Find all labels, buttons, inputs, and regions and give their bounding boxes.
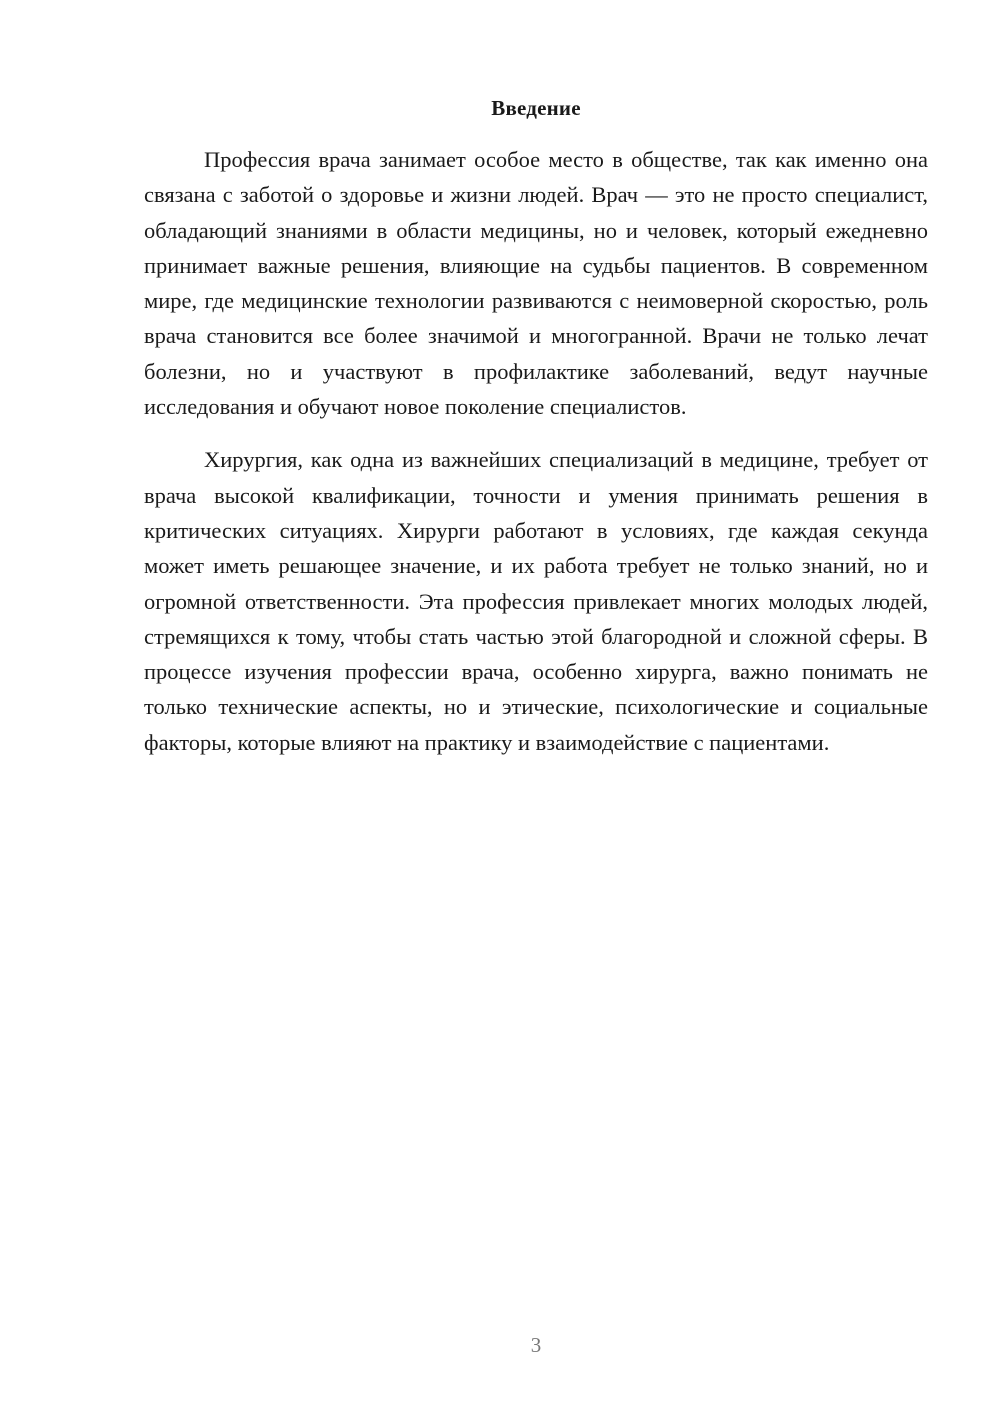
page-title: Введение xyxy=(491,96,581,120)
document-body xyxy=(144,142,928,760)
paragraph-surgery: Хирургия, как одна из важнейших специализаций в медицине, требует от врача высокой квалификации, точности и умения принимать решения в критических ситуациях. Хирурги работают в условиях, где каждая секунда может иметь решающее значение, и их работа требует не только знаний, но и огромной ответственности. Эта профессия привлекает многих молодых людей, стремящихся к тому, чтобы стать частью этой благородной и сложной сферы. В процессе изучения профессии врача, особенно хирурга, важно понимать не только технические аспекты, но и этические, психологические и социальные факторы, которые влияют на практику и взаимодействие с пациентами. xyxy=(144,447,928,755)
paragraph-intro: Профессия врача занимает особое место в обществе, так как именно она связана с заботой о здоровье и жизни людей. Врач — это не просто специалист, обладающий знаниями в области медицины, но и человек, который ежедневно принимает важные решения, влияющие на судьбы пациентов. В современном мире, где медицинские технологии развиваются с неимоверной скоростью, роль врача становится все более значимой и многогранной. Врачи не только лечат болезни, но и участвуют в профилактике заболеваний, ведут научные исследования и обучают новое поколение специалистов. xyxy=(144,147,928,420)
page-number: 3 xyxy=(530,1333,542,1357)
